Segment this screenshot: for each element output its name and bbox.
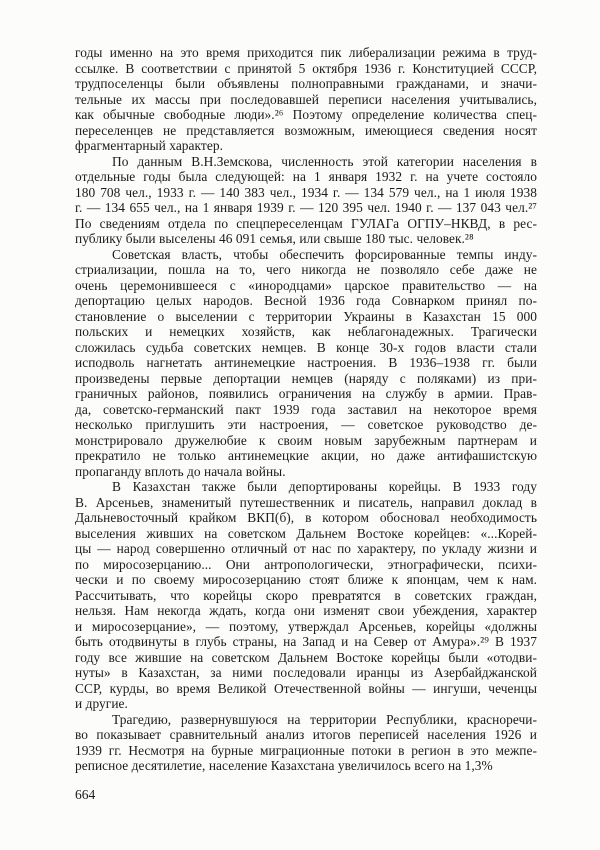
text-line: Трагедию, развернувшуюся на территории Республики, красноречи- [112, 711, 537, 727]
text-line: как обычные свободные люди».²⁶ Поэтому определение количества спец- [75, 107, 537, 122]
text-line: нельзя. Нам некогда ждать, когда они изменят свои убеждения, характер [75, 603, 537, 618]
text-line: Рассчитывать, что корейцы скоро превратятся в советских граждан, [75, 587, 537, 603]
text-line: монстрировало дружелюбие к своим новым зарубежным партнерам и [75, 432, 537, 448]
text-line: стриализации, пошла на то, чего никогда не позволяло себе даже не [75, 262, 537, 277]
text-line: трудпоселенцы были объявлены полноправными гражданами, и значи- [75, 76, 537, 91]
text-line: польских и немецких хозяйств, как неблагонадежных. Трагически [75, 324, 537, 339]
text-line: цы — народ совершенно отличный от нас по характеру, по укладу жизни и [75, 541, 537, 556]
text-line: сложилась судьба советских немцев. В конце 30-х годов власти стали [75, 339, 537, 355]
text-line: очень церемонившееся с «инородцами» царское правительство — на [75, 277, 537, 293]
text-line: депортацию целых народов. Весной 1936 года Совнарком принял по- [75, 293, 537, 308]
text-line: В Казахстан также были депортированы корейцы. В 1933 году [112, 479, 537, 494]
text-line: Дальневосточный крайком ВКП(б), в котором обосновал необходимость [75, 510, 537, 525]
text-line: годы именно на это время приходится пик либерализации режима в труд- [75, 45, 537, 60]
text-line: отдельные годы была следующей: на 1 января 1932 г. на учете состояло [75, 169, 537, 184]
page-number: 664 [75, 786, 96, 802]
text-line: переселенцев не представляется возможным, имеющиеся сведения носят [75, 122, 537, 138]
text-line: фрагментарный характер. [75, 138, 223, 153]
text-line: тельные их массы при последовавшей переписи населения учитывались, [75, 91, 537, 107]
text-line: быть отодвинуты в глубь страны, на Запад и на Север от Амура».²⁹ В 1937 [75, 634, 537, 649]
paragraph [75, 479, 537, 712]
text-line: несколько приглушить эти настроения, — советское руководство де- [75, 417, 537, 432]
text-line: и другие. [75, 696, 128, 711]
text-line: нуты» в Казахстан, за ними последовали иранцы из Азербайджанской [75, 665, 537, 680]
text-line: публику были выселены 46 091 семья, или свыше 180 тыс. человек.²⁸ [75, 231, 474, 246]
text-line: по миросозерцанию... Они антропологически, этнографически, психи- [75, 556, 537, 572]
text-line: году все жившие на советском Дальнем Востоке корейцы были «отодви- [75, 649, 537, 665]
text-line: По данным В.Н.Земскова, численность этой категории населения в [112, 153, 537, 169]
text-line: выселения живших на советском Дальнем Востоке корейцев: «...Корей- [75, 525, 537, 541]
text-line: произведены первые депортации немцев (наряду с поляками) из при- [75, 370, 537, 386]
text-line: да, советско-германский пакт 1939 года заставил на некоторое время [75, 401, 537, 417]
text-line: ссылке. В соответствии с принятой 5 октября 1936 г. Конституцией СССР, [75, 60, 537, 76]
paragraph [75, 712, 537, 774]
paragraph [75, 247, 537, 480]
text-line: чески и по своему миросозерцанию стоят ближе к японцам, чем к нам. [75, 572, 537, 587]
text-line: 1939 гг. Несмотря на бурные миграционные потоки в регион в это межпе- [75, 742, 537, 758]
text-line: во показывает сравнительный анализ итогов переписей населения 1926 и [75, 727, 537, 742]
text-line: пропаганду вплоть до начала войны. [75, 463, 286, 479]
text-line: Советская власть, чтобы обеспечить форсированные темпы инду- [112, 246, 537, 262]
text-line: реписное десятилетие, население Казахстана увеличилось всего на 1,3% [75, 758, 493, 773]
text-line: г. — 134 655 чел., на 1 января 1939 г. — 120 395 чел. 1940 г. — 137 043 чел.²⁷ [75, 200, 537, 215]
paragraph [75, 154, 537, 247]
paragraph [75, 45, 537, 154]
text-line: граничных районов, появились ограничения на службу в армии. Прав- [75, 386, 537, 401]
text-line: и миросозерцание», — поэтому, утверждал Арсеньев, корейцы «должны [75, 618, 537, 634]
text-line: становление о выселении с территории Украины в Казахстан 15 000 [75, 308, 537, 324]
page-text [75, 45, 537, 774]
text-line: В. Арсеньев, знаменитый путешественник и писатель, направил доклад в [75, 494, 537, 510]
text-line: прекратило не только антинемецкие акции, но даже антифашистскую [75, 448, 537, 463]
text-line: По сведениям отдела по спецпереселенцам ГУЛАГа ОГПУ–НКВД, в рес- [75, 215, 537, 231]
text-line: исподволь нагнетать антинемецкие настроения. В 1936–1938 гг. были [75, 355, 537, 370]
text-line: ССР, курды, во время Великой Отечественной войны — ингуши, чеченцы [75, 680, 537, 696]
text-line: 180 708 чел., 1933 г. — 140 383 чел., 1934 г. — 134 579 чел., на 1 июля 1938 [75, 184, 537, 200]
